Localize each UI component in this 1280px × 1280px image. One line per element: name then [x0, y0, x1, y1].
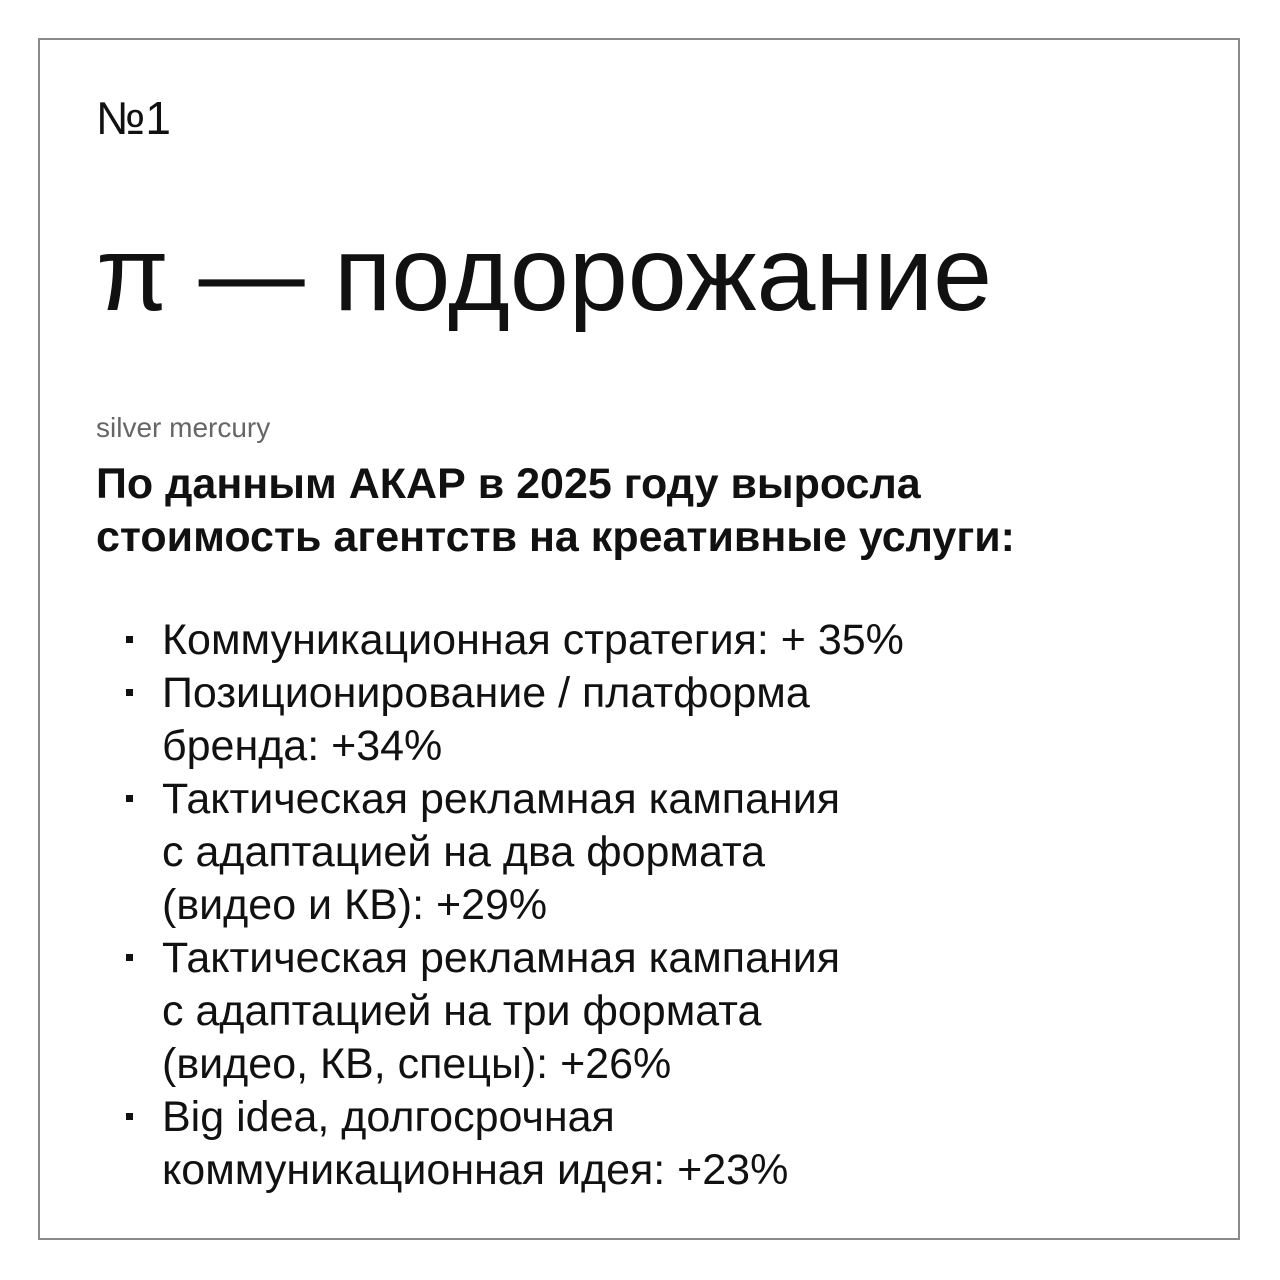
list-item [96, 614, 1196, 667]
card-number: №1 [96, 92, 171, 144]
list-item-line: Тактическая рекламная кампания [162, 934, 841, 982]
list-item-line: Позиционирование / платформа [162, 669, 810, 717]
source-label: silver mercury [96, 412, 271, 443]
list-item-line: Коммуникационная стратегия: + 35% [162, 616, 904, 664]
list-item-line: с адаптацией на три формата [162, 987, 762, 1035]
list-item-line: коммуникационная идея: +23% [162, 1146, 789, 1194]
bullet-icon [126, 636, 133, 643]
intro-line: По данным АКАР в 2025 году выросла [96, 460, 921, 508]
intro-line: стоимость агентств на креативные услуги: [96, 513, 1015, 561]
list-item [96, 773, 1196, 932]
bullet-icon [126, 954, 133, 961]
bullet-icon [126, 795, 133, 802]
list-item-line: бренда: +34% [162, 722, 443, 770]
list-item-line: (видео и КВ): +29% [162, 881, 548, 929]
list-item [96, 1091, 1196, 1197]
bullet-icon [126, 1113, 133, 1120]
list-item [96, 932, 1196, 1091]
intro-text [96, 458, 1176, 564]
list-item-line: Big idea, долгосрочная [162, 1093, 615, 1141]
bullet-icon [126, 689, 133, 696]
list-item-line: Тактическая рекламная кампания [162, 775, 841, 823]
list-item-line: с адаптацией на два формата [162, 828, 766, 876]
list-item [96, 667, 1196, 773]
headline: π — подорожание [96, 215, 993, 333]
list-item-line: (видео, КВ, спецы): +26% [162, 1040, 672, 1088]
price-increase-list [96, 614, 1196, 1197]
